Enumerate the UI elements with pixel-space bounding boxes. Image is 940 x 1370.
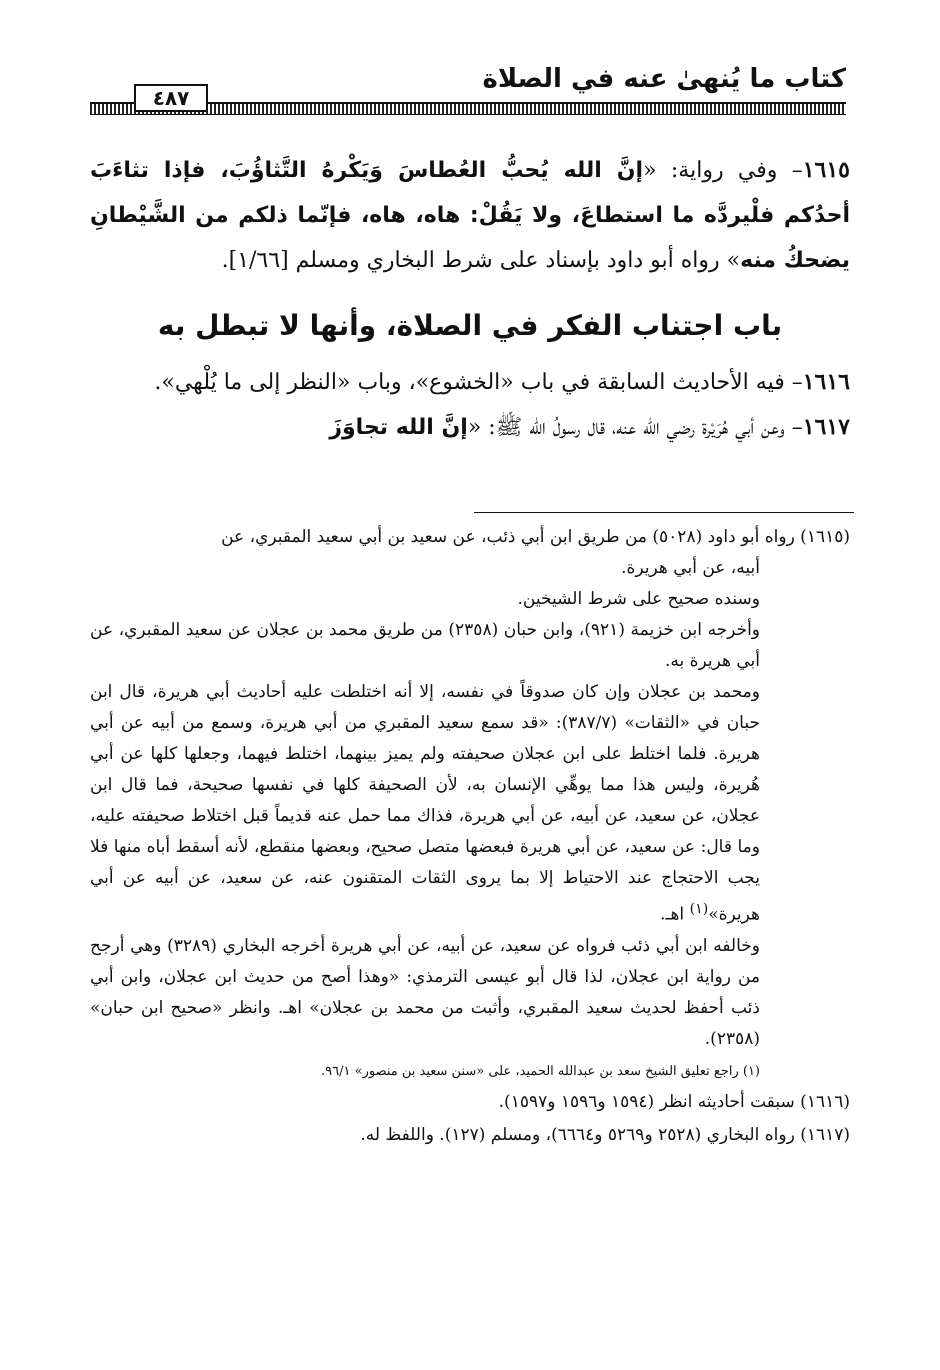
note-1617: (١٦١٧) رواه البخاري (٢٥٢٨ و٥٢٦٩ و٦٦٦٤)، ومسلم (١٢٧). واللفظ له. <box>360 1124 850 1145</box>
note-1615-cont: أبيه، عن أبي هريرة. <box>621 558 760 578</box>
footnote-ref[interactable]: (١) <box>689 901 709 917</box>
hadith-number: ١٦١٥ <box>802 157 850 183</box>
hadith-1616 <box>90 360 850 405</box>
chapter-title: كتاب ما يُنهىٰ عنه في الصلاة <box>482 64 846 94</box>
note-ajlan <box>90 677 850 931</box>
note-1616: (١٦١٦) سبقت أحاديثه انظر (١٥٩٤ و١٥٩٦ و١٥٩٧). <box>498 1091 850 1112</box>
page-header <box>90 62 846 122</box>
note-ajlan-end: اهـ. <box>660 904 690 925</box>
section-heading: باب اجتناب الفكر في الصلاة، وأنها لا تبطل به <box>157 309 783 342</box>
note-ajlan-text: ومحمد بن عجلان وإن كان صدوقاً في نفسه، إلا أنه اختلطت عليه أحاديث أبي هريرة، قال ابن حبان في «الثقات» (٣٨٧/٧): «قد سمع سعيد المقبري من أبي هريرة، وسمع من أبيه عن أبي هريرة. فلما اختلط على ابن عجلان صحيفته ولم يميز بينهما، اختلط فيهما، وجعلها كلها عن أبي هُريرة، وليس هذا مما يوهِّي الإنسان به، لأن الصحيفة كلها في نفسها صحيحة، فما قال ابن عجلان، عن سعيد، عن أبيه، عن أبي هريرة، فذاك مما حمل عنه قديماً قبل اختلاط صحيفته عليه، وما قال: عن سعيد، عن أبي هريرة فبعضها متصل صحيح، وبعضها منقطع، لأنه أسقط أباه منها فلا يجب الاحتجاج عند الاحتياط إلا بما يروى الثقات المتقنون عنه، عن سعيد، عن أبيه عن أبي هريرة» <box>90 682 760 925</box>
hadith-source: » رواه أبو داود بإسناد على شرط البخاري ومسلم [١/٦٦]. <box>221 248 741 273</box>
hadith-text: – فيه الأحاديث السابقة في باب «الخشوع»، وباب «النظر إلى ما يُلْهي». <box>154 370 803 395</box>
hadith-text: إنَّ الله يُحبُّ العُطاسَ وَيَكْرهُ التَّثاؤُبَ، فإذا تثاءَبَ أحدُكم فلْيردَّه ما استطاعَ، ولا يَقُلْ: هاه، هاه، فإنّما ذلكم من الشَّيْطانِ يضحكُ منه <box>90 158 850 273</box>
footnote-separator <box>474 512 854 513</box>
hadith-1615 <box>90 148 850 283</box>
note-sahih: وسنده صحيح على شرط الشيخين. <box>517 589 760 609</box>
hadith-1617 <box>90 405 850 450</box>
note-khalafahu: وخالفه ابن أبي ذئب فرواه عن سعيد، عن أبيه، عن أبي هريرة أخرجه البخاري (٣٢٨٩) وهي أرجح من رواية ابن عجلان، لذا قال أبو عيسى الترمذي: «وهذا أصح من حديث ابن عجلان، وابن أبي ذئب أحفظ لحديث سعيد المقبري، وأثبت من محمد بن عجلان» اهـ. وانظر «صحيح ابن حبان» (٢٣٥٨). <box>90 935 760 1049</box>
hadith-number: ١٦١٧ <box>802 414 850 440</box>
footnote-1: (١) راجع تعليق الشيخ سعد بن عبدالله الحميد، على «سنن سعيد بن منصور» ٩٦/١. <box>321 1063 760 1079</box>
footnotes <box>90 522 850 1151</box>
hadith-quote: إنَّ الله تجاوَزَ <box>329 415 468 440</box>
hadith-number: ١٦١٦ <box>802 369 850 395</box>
note-khuzaima: وأخرجه ابن خزيمة (٩٢١)، وابن حبان (٢٣٥٨) من طريق محمد بن عجلان عن سعيد المقبري، عن أبي هريرة به. <box>90 620 761 671</box>
hadith-intro: – وفي رواية: « <box>643 158 803 183</box>
main-text <box>90 148 850 450</box>
page-number: ٤٨٧ <box>134 84 208 112</box>
note-1615: (١٦١٥) رواه أبو داود (٥٠٢٨) من طريق ابن أبي ذئب، عن سعيد بن أبي سعيد المقبري، عن <box>221 527 850 547</box>
hadith-text: – وعن أبي هُرَيْرة رضي الله عنه، قال رسولُ الله ﷺ: « <box>467 415 803 440</box>
